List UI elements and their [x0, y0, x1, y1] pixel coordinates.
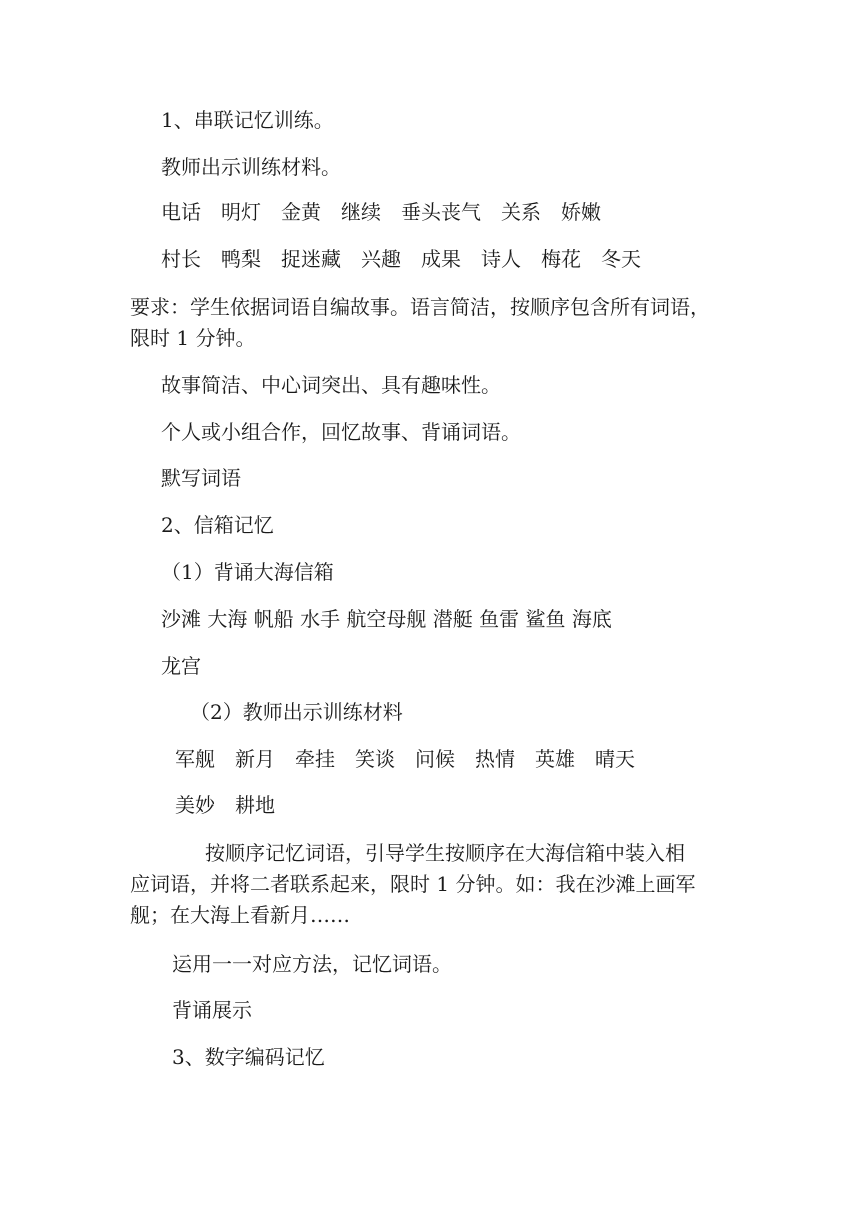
material-word-list-line-1: 军舰 新月 牵挂 笑谈 问候 热情 英雄 晴天: [175, 747, 635, 771]
word-list-line-1: 电话 明灯 金黄 继续 垂头丧气 关系 娇嫩: [161, 200, 601, 224]
paragraph-cooperation: 个人或小组合作，回忆故事、背诵词语。: [161, 420, 521, 444]
paragraph-dictation: 默写词语: [161, 466, 241, 490]
heading-mailbox-memory: 2、信箱记忆: [161, 513, 274, 537]
subheading-sea-mailbox: （1）背诵大海信箱: [161, 560, 334, 584]
paragraph-recitation-display: 背诵展示: [172, 998, 252, 1022]
instruction-line-2: 应词语，并将二者联系起来，限时 1 分钟。如：我在沙滩上画军: [130, 872, 696, 896]
requirement-line-2: 限时 1 分钟。: [130, 326, 256, 350]
instruction-line-1: 按顺序记忆词语，引导学生按顺序在大海信箱中装入相: [205, 841, 685, 865]
instruction-line-3: 舰；在大海上看新月……: [130, 903, 350, 927]
heading-number-encoding-memory: 3、数字编码记忆: [172, 1045, 325, 1069]
word-list-line-2: 村长 鸭梨 捉迷藏 兴趣 成果 诗人 梅花 冬天: [161, 247, 641, 271]
paragraph-one-to-one-method: 运用一一对应方法，记忆词语。: [172, 952, 452, 976]
sea-word-list-line-2: 龙宫: [161, 654, 201, 678]
paragraph-teacher-shows-material: 教师出示训练材料。: [161, 155, 341, 179]
heading-serial-memory: 1、串联记忆训练。: [161, 108, 334, 132]
sea-word-list-line-1: 沙滩 大海 帆船 水手 航空母舰 潜艇 鱼雷 鲨鱼 海底: [161, 607, 612, 631]
subheading-teacher-material: （2）教师出示训练材料: [190, 700, 403, 724]
material-word-list-line-2: 美妙 耕地: [175, 793, 275, 817]
paragraph-story-criteria: 故事简洁、中心词突出、具有趣味性。: [161, 373, 501, 397]
requirement-line-1: 要求：学生依据词语自编故事。语言简洁，按顺序包含所有词语，: [130, 295, 710, 319]
